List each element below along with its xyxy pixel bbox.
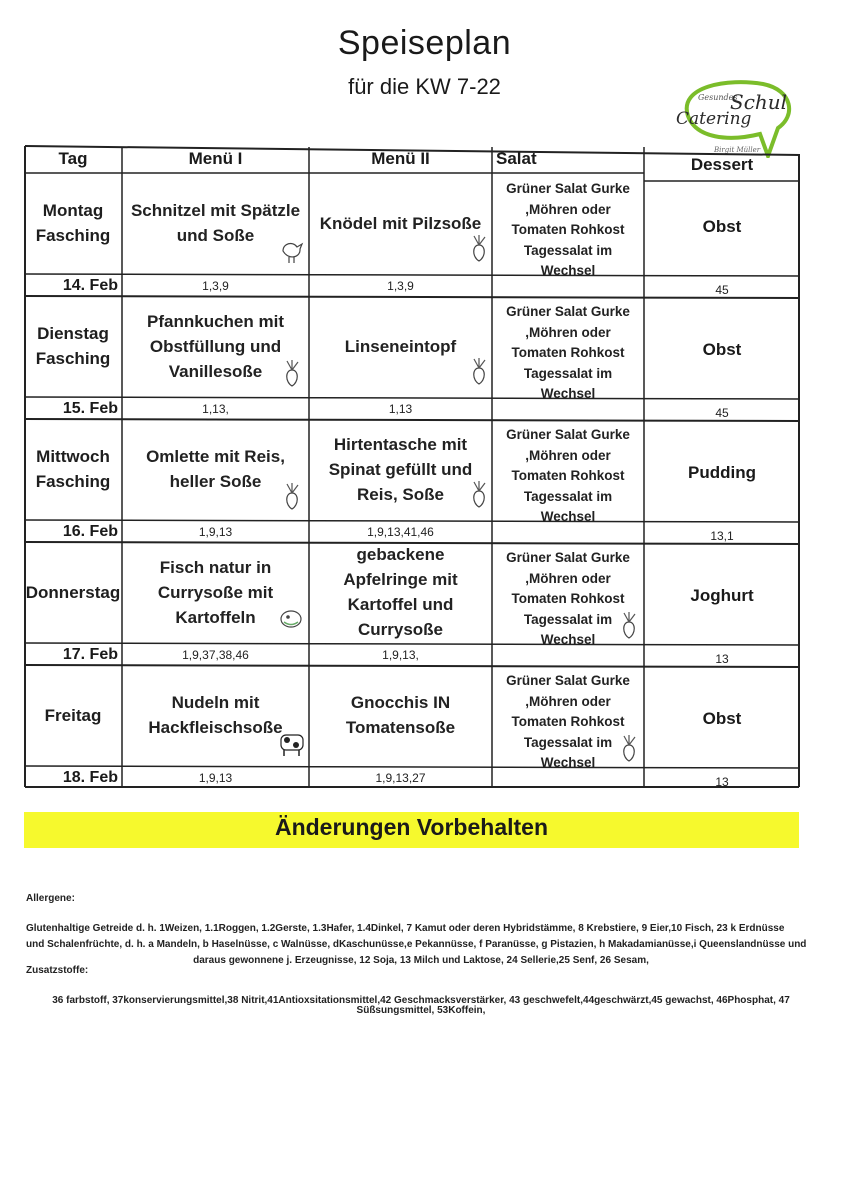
- day-name: [24, 665, 122, 765]
- dessert-allergen-codes: 13,1: [710, 528, 734, 543]
- radish-icon: [466, 356, 492, 391]
- salad-description: Grüner Salat Gurke ,Möhren oder Tomaten Rohkost Tagessalat im Wechsel: [506, 550, 630, 647]
- header-menu1: Menü I: [188, 149, 243, 168]
- dessert-allergen-codes: 45: [715, 282, 729, 297]
- menu2-allergen-codes: 1,13: [388, 401, 413, 416]
- menu1-allergen-codes: 1,9,13: [198, 770, 233, 785]
- menu1-allergen-codes: 1,13,: [202, 401, 229, 416]
- day-note: Fasching: [35, 349, 111, 368]
- dessert-name: Obst: [702, 340, 742, 359]
- salad-description: Grüner Salat Gurke ,Möhren oder Tomaten Rohkost Tagessalat im Wechsel: [506, 673, 630, 770]
- header-dessert: Dessert: [690, 155, 754, 174]
- day-note: Fasching: [35, 226, 111, 245]
- cow-icon: [279, 727, 305, 762]
- svg-text:Birgit Müller: Birgit Müller: [714, 146, 761, 154]
- menu1-allergen-codes: 1,3,9: [202, 278, 229, 293]
- radish-icon: [466, 233, 492, 268]
- day-name: [24, 542, 122, 642]
- svg-text:Schul: Schul: [730, 90, 788, 114]
- radish-icon: [279, 481, 305, 516]
- menu1-dish: Schnitzel mit Spätzle und Soße: [130, 201, 301, 245]
- dessert-allergen-codes: 13: [715, 774, 729, 789]
- radish-icon: [466, 479, 492, 514]
- allergene-title: Allergene:: [26, 893, 75, 904]
- allergene-line-3: daraus gewonnene j. Erzeugnisse, 12 Soja, 13 Milch und Laktose, 24 Sellerie,25 Senf, 26 Sesam,: [193, 955, 649, 966]
- page-subtitle: für die KW 7-22: [348, 74, 501, 99]
- day-date: 18. Feb: [62, 768, 118, 786]
- salad-description: Grüner Salat Gurke ,Möhren oder Tomaten Rohkost Tagessalat im Wechsel: [506, 304, 630, 401]
- menu1-dish: Nudeln mit Hackfleischsoße: [148, 693, 283, 737]
- zusatz-line-1: 36 farbstoff, 37konservierungsmittel,38 Nitrit,41Antioxsitationsmittel,42 Geschmacksverstärker, 43 geschwefelt,44geschwärzt,45 gewachst, 46Phosphat, 47: [52, 995, 790, 1006]
- dessert-name: Pudding: [688, 463, 756, 482]
- dessert-allergen-codes: 45: [715, 405, 729, 420]
- radish-icon: [616, 610, 642, 645]
- menu2-dish: gebackene Apfelringe mit Kartoffel und Currysoße: [343, 545, 458, 639]
- day-note: Fasching: [35, 472, 111, 491]
- menu2-dish: Knödel mit Pilzsoße: [319, 213, 482, 233]
- allergene-line-1: Glutenhaltige Getreide d. h. 1Weizen, 1.1Roggen, 1.2Gerste, 1.3Hafer, 1.4Dinkel, 7 Kamut oder deren Hybridstämme, 8 Krebstiere, 9 Eier,10 Fisch, 23 k Erdnüsse: [26, 923, 785, 934]
- salad-description: Grüner Salat Gurke ,Möhren oder Tomaten Rohkost Tagessalat im Wechsel: [506, 427, 630, 524]
- svg-text:Gesundes: Gesundes: [698, 93, 738, 102]
- day-date: 16. Feb: [62, 522, 118, 540]
- svg-text:Catering: Catering: [676, 109, 752, 129]
- day-label: Montag: [42, 201, 104, 220]
- page-title: Speiseplan: [337, 24, 512, 62]
- menu2-allergen-codes: 1,3,9: [387, 278, 414, 293]
- fish-icon: [279, 604, 305, 639]
- menu2-allergen-codes: 1,9,13,: [382, 647, 419, 662]
- zusatz-line-2: Süßsungsmittel, 53Koffein,: [356, 1005, 486, 1016]
- radish-icon: [616, 733, 642, 768]
- banner-text: Änderungen Vorbehalten: [274, 814, 549, 840]
- menu1-dish: Fisch natur in Currysoße mit Kartoffeln: [157, 557, 274, 627]
- header-tag: Tag: [58, 149, 88, 168]
- day-date: 14. Feb: [62, 276, 118, 294]
- day-name: [24, 419, 122, 519]
- day-date: 15. Feb: [62, 399, 118, 417]
- menu2-allergen-codes: 1,9,13,27: [375, 770, 426, 785]
- changes-banner: [24, 812, 799, 848]
- menu1-dish: Pfannkuchen mit Obstfüllung und Vanillesoße: [147, 311, 284, 381]
- menu-table: [24, 145, 800, 788]
- header-salat: Salat: [496, 149, 537, 168]
- salad-description: Grüner Salat Gurke ,Möhren oder Tomaten Rohkost Tagessalat im Wechsel: [506, 181, 630, 278]
- zusatz-title: Zusatzstoffe:: [26, 965, 89, 976]
- day-name: [24, 173, 122, 273]
- header-menu2: Menü II: [371, 149, 430, 168]
- menu2-dish: Gnocchis IN Tomatensoße: [345, 693, 456, 737]
- day-name: [24, 296, 122, 396]
- day-label: Donnerstag: [25, 582, 121, 602]
- allergene-line-2: und Schalenfrüchte, d. h. a Mandeln, b Haselnüsse, c Walnüsse, dKaschunüsse,e Pekannüsse, f Paranüsse, g Pistazien, h Makadamianüsse,i Queenslandnüsse und: [26, 939, 807, 950]
- chicken-icon: [279, 235, 305, 270]
- menu2-dish: Linseneintopf: [344, 336, 457, 356]
- day-label: Freitag: [44, 705, 102, 725]
- dessert-name: Obst: [702, 709, 742, 728]
- menu1-dish: Omlette mit Reis, heller Soße: [146, 447, 285, 491]
- dessert-allergen-codes: 13: [715, 651, 729, 666]
- menu1-allergen-codes: 1,9,13: [198, 524, 233, 539]
- menu1-allergen-codes: 1,9,37,38,46: [182, 647, 249, 662]
- dessert-name: Joghurt: [690, 586, 754, 605]
- radish-icon: [279, 358, 305, 393]
- day-label: Mittwoch: [36, 447, 110, 466]
- day-date: 17. Feb: [62, 645, 118, 663]
- menu2-allergen-codes: 1,9,13,41,46: [367, 524, 434, 539]
- dessert-name: Obst: [702, 217, 742, 236]
- menu2-dish: Hirtentasche mit Spinat gefüllt und Reis, Soße: [328, 434, 473, 504]
- day-label: Dienstag: [37, 324, 109, 343]
